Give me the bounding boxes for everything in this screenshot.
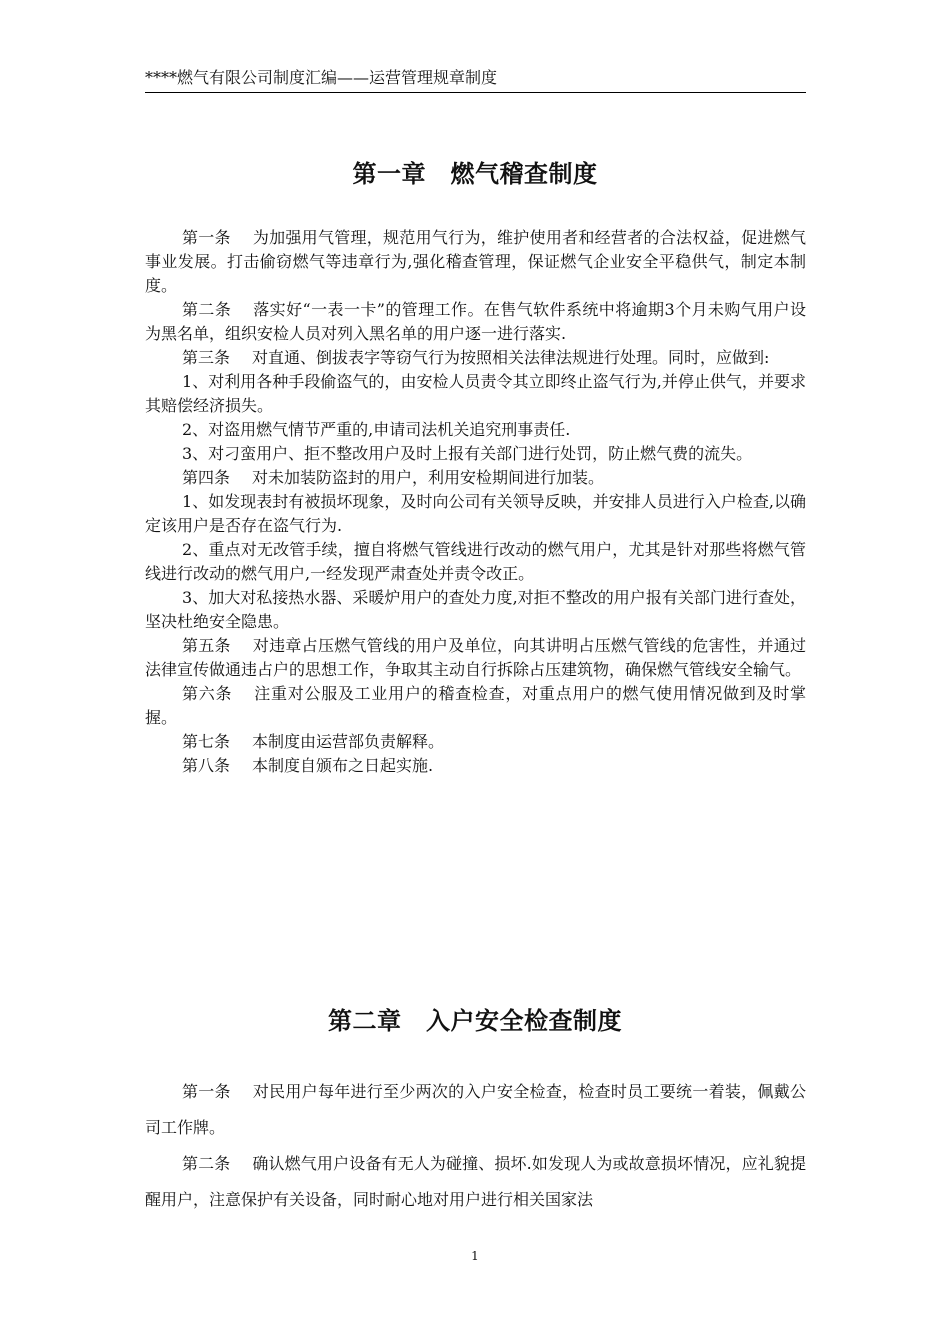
- page-number: 1: [471, 1249, 479, 1263]
- article-paragraph: [145, 226, 806, 298]
- chapter-body: [145, 1074, 806, 1218]
- article-label: 第一条: [182, 228, 231, 247]
- list-item: [145, 538, 806, 586]
- list-item: [145, 418, 806, 442]
- list-item: [145, 586, 806, 634]
- article-label: 第二条: [182, 300, 232, 319]
- paragraph-text: 对民用户每年进行至少两次的入户安全检查，检查时员工要统一着装，佩戴公司工作牌。: [145, 1082, 806, 1137]
- article-label: 第一条: [182, 1082, 231, 1101]
- article-label: 第二条: [182, 1154, 231, 1173]
- paragraph-text: 确认燃气用户设备有无人为碰撞、损坏.如发现人为或故意损坏情况，应礼貌提醒用户，注意保护有关设备，同时耐心地对用户进行相关国家法: [145, 1154, 806, 1209]
- paragraph-text: 对违章占压燃气管线的用户及单位，向其讲明占压燃气管线的危害性，并通过法律宣传做通违占户的思想工作，争取其主动自行拆除占压建筑物，确保燃气管线安全输气。: [145, 636, 806, 679]
- article-paragraph: [145, 1146, 806, 1218]
- article-paragraph: [145, 682, 806, 730]
- article-paragraph: [145, 634, 806, 682]
- paragraph-text: 3、加大对私接热水器、采暖炉用户的查处力度,对拒不整改的用户报有关部门进行查处，坚决杜绝安全隐患。: [145, 588, 806, 631]
- paragraph-text: 1、如发现表封有被损坏现象，及时向公司有关领导反映，并安排人员进行入户检查,以确定该用户是否存在盗气行为.: [145, 492, 806, 535]
- paragraph-text: 对直通、倒拔表字等窃气行为按照相关法律法规进行处理。同时，应做到:: [252, 348, 770, 367]
- article-paragraph: [145, 754, 806, 778]
- article-label: 第五条: [182, 636, 231, 655]
- paragraph-text: 对未加装防盗封的用户，利用安检期间进行加装。: [252, 468, 605, 487]
- paragraph-text: 落实好“一表一卡”的管理工作。在售气软件系统中将逾期3个月未购气用户设为黑名单，组织安检人员对列入黑名单的用户逐一进行落实.: [145, 300, 806, 343]
- paragraph-text: 2、重点对无改管手续，擅自将燃气管线进行改动的燃气用户，尤其是针对那些将燃气管线进行改动的燃气用户,一经发现严肃查处并责令改正。: [145, 540, 806, 583]
- article-label: 第六条: [182, 684, 233, 703]
- article-paragraph: [145, 298, 806, 346]
- paragraph-text: 1、对利用各种手段偷盗气的，由安检人员责令其立即终止盗气行为,并停止供气，并要求其赔偿经济损失。: [145, 372, 806, 415]
- chapter-title: 第二章 入户安全检查制度: [328, 1007, 622, 1035]
- paragraph-text: 2、对盗用燃气情节严重的,申请司法机关追究刑事责任.: [182, 420, 571, 439]
- list-item: [145, 370, 806, 418]
- chapter-body: [145, 226, 806, 778]
- paragraph-text: 为加强用气管理，规范用气行为，维护使用者和经营者的合法权益，促进燃气事业发展。打击偷窃燃气等违章行为,强化稽查管理，保证燃气企业安全平稳供气，制定本制度。: [145, 228, 806, 295]
- article-label: 第七条: [182, 732, 231, 751]
- article-paragraph: [145, 346, 806, 370]
- list-item: [145, 442, 806, 466]
- paragraph-text: 3、对刁蛮用户、拒不整改用户及时上报有关部门进行处罚，防止燃气费的流失。: [182, 444, 753, 463]
- article-paragraph: [145, 1074, 806, 1146]
- paragraph-text: 本制度由运营部负责解释。: [252, 732, 445, 751]
- article-label: 第三条: [182, 348, 231, 367]
- paragraph-text: 注重对公服及工业用户的稽查检查，对重点用户的燃气使用情况做到及时掌握。: [145, 684, 806, 727]
- article-paragraph: [145, 466, 806, 490]
- page-header: ****燃气有限公司制度汇编——运营管理规章制度: [145, 66, 806, 93]
- article-label: 第四条: [182, 468, 231, 487]
- article-paragraph: [145, 730, 806, 754]
- list-item: [145, 490, 806, 538]
- paragraph-text: 本制度自颁布之日起实施.: [252, 756, 434, 775]
- chapter-title: 第一章 燃气稽查制度: [352, 160, 598, 188]
- article-label: 第八条: [182, 756, 231, 775]
